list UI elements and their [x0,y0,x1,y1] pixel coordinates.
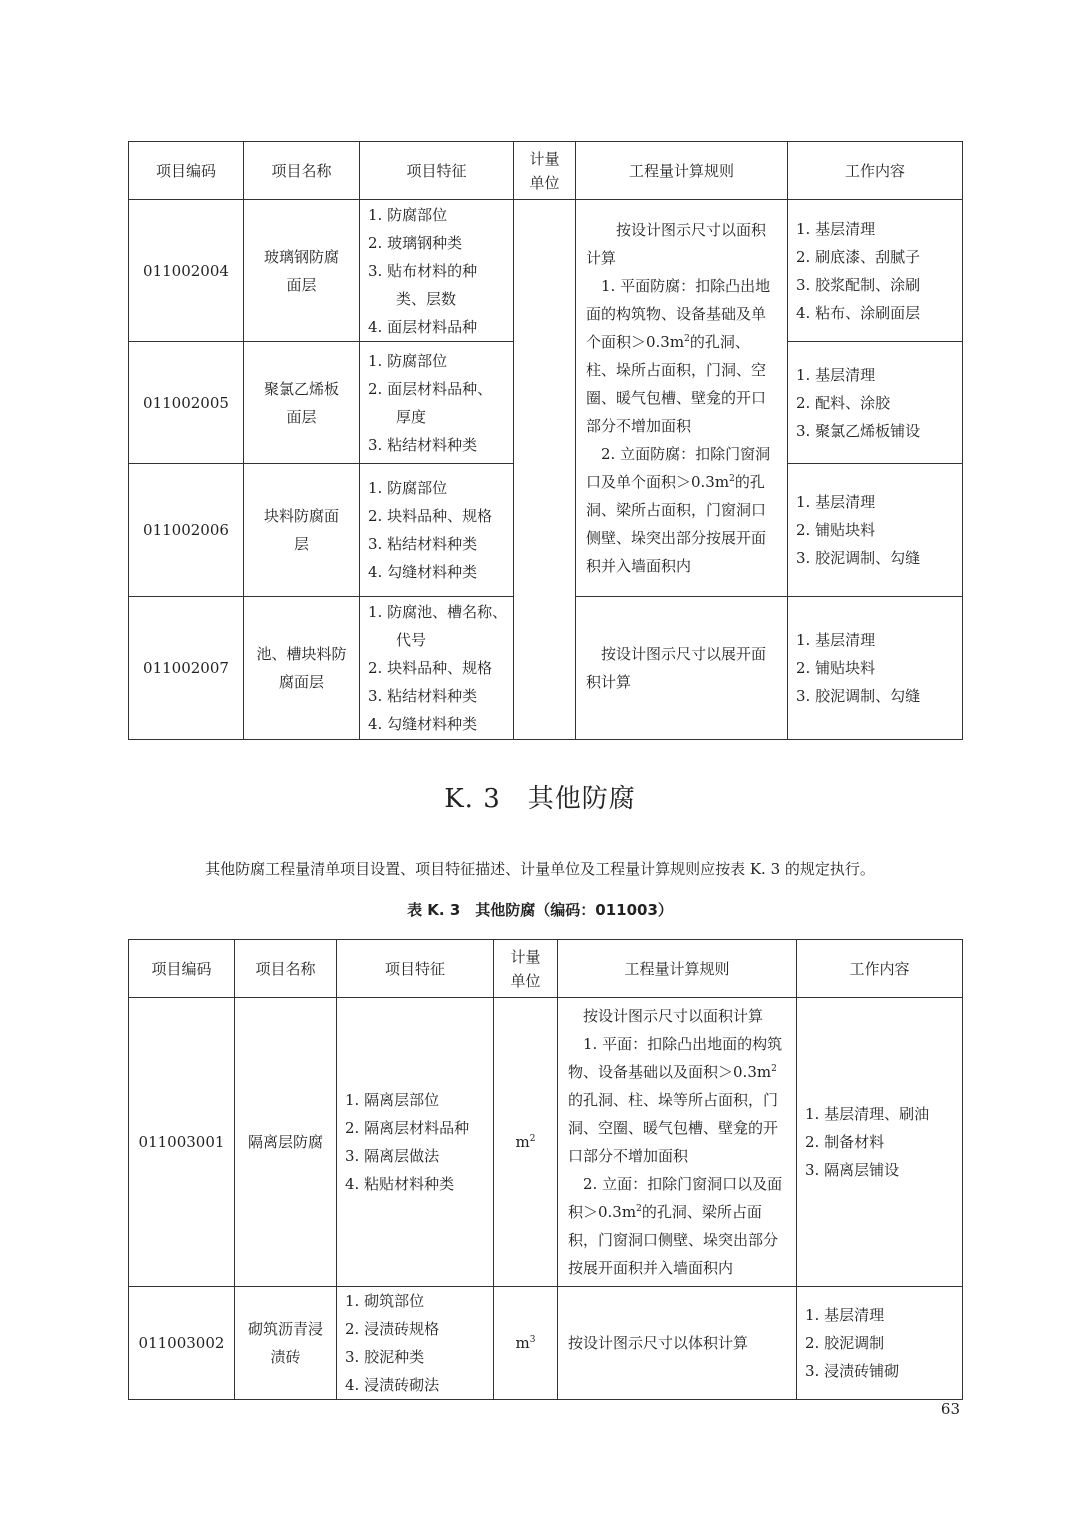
table-k2-continued [128,141,963,740]
header-code: 项目编码 [129,940,235,998]
item-unit [514,200,576,740]
header-features: 项目特征 [337,940,494,998]
calc-rule: 按设计图示尺寸以展开面积计算 [576,597,788,740]
item-features: 1. 防腐池、槽名称、 代号 2. 块料品种、规格 3. 粘结材料种类 4. 勾缝材料种类 [360,597,514,740]
item-code: 011002004 [129,200,244,342]
header-rule: 工程量计算规则 [558,940,797,998]
header-unit: 计量 单位 [514,142,576,200]
calc-rule: 按设计图示尺寸以面积计算 1. 平面防腐：扣除凸出地面的构筑物、设备基础及单个面积$>0.3m^2$的孔洞、柱、垛所占面积，门洞、空圈、暖气包槽、壁龛的开口部分不增加面积 2. 立面防腐：扣除门窗洞口及单个面积$>0.3m^2$的孔洞、梁所占面积，门窗洞口侧壁、垛突出部分按展开面积并入墙面积内 [576,200,788,597]
item-features: 1. 防腐部位 2. 块料品种、规格 3. 粘结材料种类 4. 勾缝材料种类 [360,464,514,597]
item-name: 隔离层防腐 [235,998,337,1287]
item-code: 011002005 [129,342,244,464]
work-content: 1. 基层清理 2. 刷底漆、刮腻子 3. 胶浆配制、涂刷 4. 粘布、涂刷面层 [788,200,963,342]
header-code: 项目编码 [129,142,244,200]
item-features: 1. 防腐部位 2. 玻璃钢种类 3. 贴布材料的种 类、层数 4. 面层材料品种 [360,200,514,342]
work-content: 1. 基层清理 2. 铺贴块料 3. 胶泥调制、勾缝 [788,597,963,740]
section-intro: 其他防腐工程量清单项目设置、项目特征描述、计量单位及工程量计算规则应按表 K. 3 的规定执行。 [205,860,875,878]
item-code: 011002007 [129,597,244,740]
item-unit: $m^3$ [494,1287,558,1400]
table-row [129,200,963,342]
section-title: K. 3 其他防腐 [444,784,636,814]
item-features: 1. 隔离层部位 2. 隔离层材料品种 3. 隔离层做法 4. 粘贴材料种类 [337,998,494,1287]
table-header-row [129,940,963,998]
table-caption: 表 K. 3 其他防腐（编码：011003） [407,901,673,919]
item-unit: $m^2$ [494,998,558,1287]
page-number: 63 [940,1400,960,1418]
header-unit: 计量 单位 [494,940,558,998]
table-row [129,1287,963,1400]
item-features: 1. 砌筑部位 2. 浸渍砖规格 3. 胶泥种类 4. 浸渍砖砌法 [337,1287,494,1400]
table-row [129,998,963,1287]
item-name: 聚氯乙烯板 面层 [244,342,360,464]
item-name: 玻璃钢防腐 面层 [244,200,360,342]
work-content: 1. 基层清理 2. 胶泥调制 3. 浸渍砖铺砌 [797,1287,963,1400]
work-content: 1. 基层清理、刷油 2. 制备材料 3. 隔离层铺设 [797,998,963,1287]
header-work: 工作内容 [797,940,963,998]
header-work: 工作内容 [788,142,963,200]
header-features: 项目特征 [360,142,514,200]
work-content: 1. 基层清理 2. 配料、涂胶 3. 聚氯乙烯板铺设 [788,342,963,464]
calc-rule: 按设计图示尺寸以体积计算 [558,1287,797,1400]
header-name: 项目名称 [244,142,360,200]
table-header-row [129,142,963,200]
work-content: 1. 基层清理 2. 铺贴块料 3. 胶泥调制、勾缝 [788,464,963,597]
item-name: 池、槽块料防 腐面层 [244,597,360,740]
item-features: 1. 防腐部位 2. 面层材料品种、 厚度 3. 粘结材料种类 [360,342,514,464]
item-name: 砌筑沥青浸 渍砖 [235,1287,337,1400]
item-code: 011003001 [129,998,235,1287]
table-k3 [128,939,963,1400]
item-code: 011003002 [129,1287,235,1400]
calc-rule: 按设计图示尺寸以面积计算 1. 平面：扣除凸出地面的构筑物、设备基础以及面积$>0.3m^2$的孔洞、柱、垛等所占面积，门洞、空圈、暖气包槽、壁龛的开口部分不增加面积 2. 立面：扣除门窗洞口以及面积$>0.3m^2$的孔洞、梁所占面积，门窗洞口侧壁、垛突出部分按展开面积并入墙面积内 [558,998,797,1287]
header-rule: 工程量计算规则 [576,142,788,200]
header-name: 项目名称 [235,940,337,998]
item-code: 011002006 [129,464,244,597]
item-name: 块料防腐面 层 [244,464,360,597]
